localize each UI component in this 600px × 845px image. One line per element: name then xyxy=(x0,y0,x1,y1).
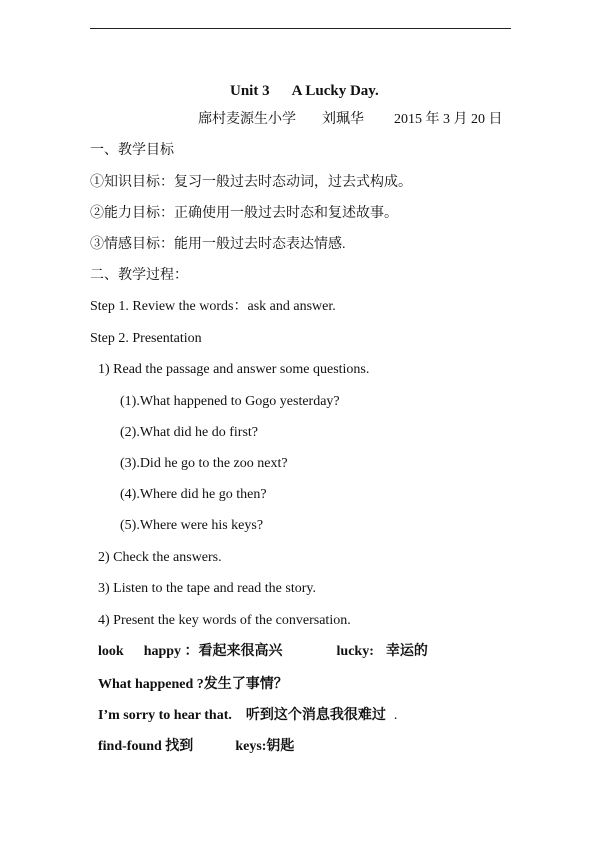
procedure-item-4: 4) Present the key words of the conversation. xyxy=(98,613,351,628)
keyword-look: look xyxy=(98,644,124,659)
document-title xyxy=(230,82,379,100)
keyword-row-3 xyxy=(98,707,397,725)
section2-heading: 二、教学过程： xyxy=(90,268,188,283)
keyword-lucky: lucky: xyxy=(336,644,374,659)
procedure-item-3: 3) Listen to the tape and read the story. xyxy=(98,581,316,596)
unit-label: Unit 3 xyxy=(230,83,270,99)
top-rule xyxy=(90,28,511,29)
school-name: 廍村麦源生小学 xyxy=(198,112,296,127)
keyword-find-found: find-found 找到 xyxy=(98,739,194,754)
keyword-keys: keys:钥匙 xyxy=(235,739,295,754)
question-4: (4).Where did he go then? xyxy=(120,487,267,502)
step1: Step 1. Review the words：ask and answer. xyxy=(90,299,336,314)
question-3: (3).Did he go to the zoo next? xyxy=(120,456,288,471)
document-meta xyxy=(198,111,503,129)
goal-emotion: ③情感目标：能用一般过去时态表达情感. xyxy=(90,237,346,252)
lesson-title: A Lucky Day. xyxy=(291,83,379,99)
question-1: (1).What happened to Gogo yesterday? xyxy=(120,394,340,409)
procedure-item-1: 1) Read the passage and answer some questions. xyxy=(98,362,370,377)
goal-ability: ②能力目标：正确使用一般过去时态和复述故事。 xyxy=(90,206,398,221)
question-5: (5).Where were his keys? xyxy=(120,518,264,533)
keyword-row-1 xyxy=(98,643,428,661)
keyword-row-2: What happened ?发生了事情？ xyxy=(98,677,288,692)
author-name: 刘珮华 xyxy=(322,112,364,127)
section1-heading: 一、教学目标 xyxy=(90,143,174,158)
keyword-lucky-meaning: 幸运的 xyxy=(385,644,428,659)
goal-knowledge: ①知识目标：复习一般过去时态动词，过去式构成。 xyxy=(90,175,412,190)
step2: Step 2. Presentation xyxy=(90,331,202,346)
question-2: (2).What did he do first? xyxy=(120,425,259,440)
procedure-item-2: 2) Check the answers. xyxy=(98,550,222,565)
keyword-happy: happy ：看起来很高兴 xyxy=(143,644,283,659)
lesson-date: 2015 年 3 月 20 日 xyxy=(394,112,503,127)
trailing-period: . xyxy=(393,708,398,723)
phrase-sorry: I’m sorry to hear that. xyxy=(98,708,232,723)
phrase-sorry-meaning: 听到这个消息我很难过 xyxy=(245,708,386,723)
keyword-row-4 xyxy=(98,738,294,756)
